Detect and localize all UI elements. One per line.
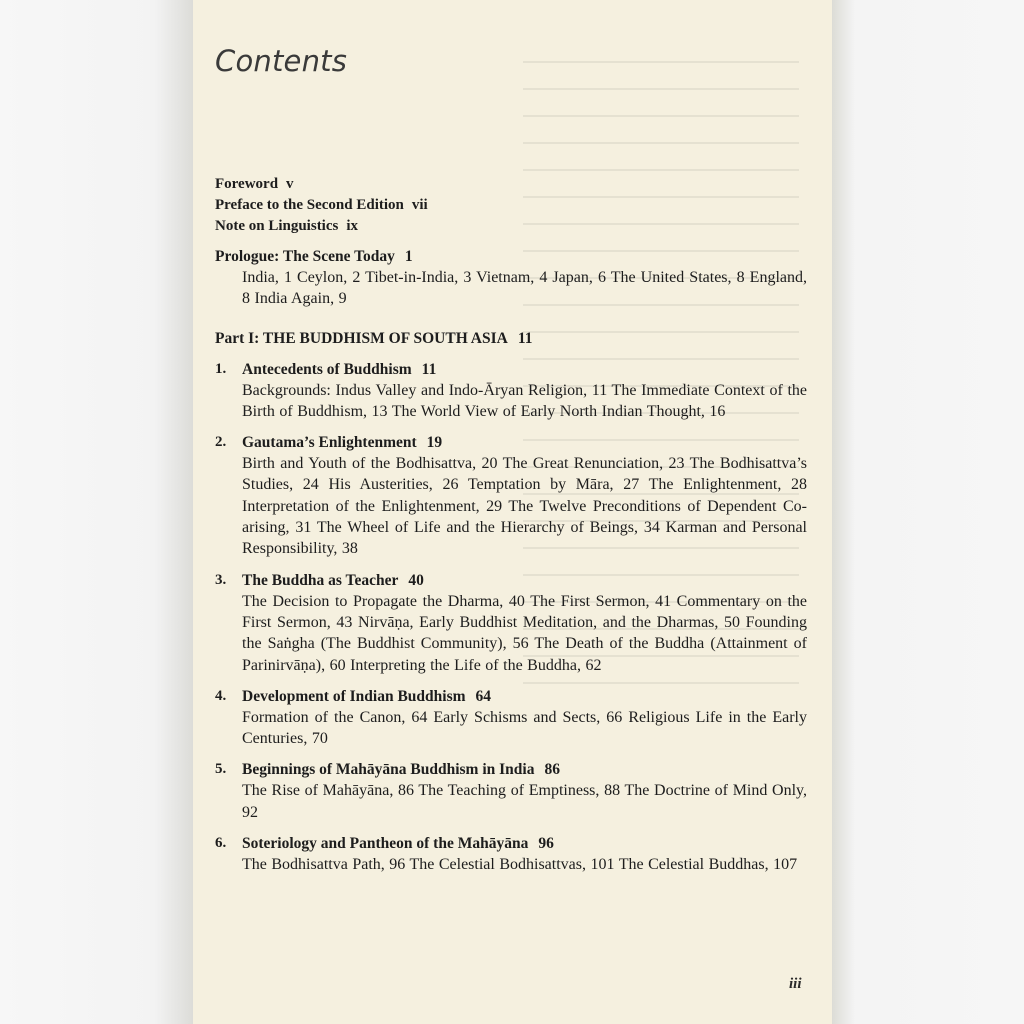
chapter-heading [242,432,807,453]
chapter-entry [215,759,807,823]
chapter-number: 1. [215,360,227,377]
chapter-heading [242,833,807,854]
chapter-number: 2. [215,434,227,451]
scan-background-right [832,0,1024,1024]
chapter-subentries: The Decision to Propagate the Dharma, 40 The First Sermon, 41 Commentary on the First Sermon, 43 Nirvāṇa, Early Buddhist Meditation, and the Dharmas, 50 Founding the Saṅgha (The Buddhist Community), 56 The Death of the Buddha (Attainment of Parinirvāṇa), 60 Interpreting the Life of the Buddha, 62 [242,592,807,674]
chapter-number: 6. [215,835,227,852]
table-of-contents [215,174,807,875]
scan-background-left [0,0,193,1024]
part-heading [215,328,807,349]
front-matter-title: Foreword [215,176,279,192]
chapter-subentries: Backgrounds: Indus Valley and Indo-Āryan Religion, 11 The Immediate Context of the Birth of Buddhism, 13 The World View of Early North Indian Thought, 16 [242,381,807,420]
chapter-page: 11 [421,360,437,378]
chapter-entry [215,833,807,875]
front-matter-page: ix [346,218,359,234]
chapter-title: Antecedents of Buddhism [242,360,412,378]
chapter-page: 64 [475,687,492,705]
page-number: iii [789,976,802,992]
chapter-title: Development of Indian Buddhism [242,687,466,705]
prologue-title: Prologue: The Scene Today [215,248,395,265]
chapter-entry [215,686,807,750]
chapter-title: Beginnings of Mahāyāna Buddhism in India [242,761,535,779]
chapter-title: Soteriology and Pantheon of the Mahāyāna [242,835,529,853]
chapter-subentries: Formation of the Canon, 64 Early Schisms and Sects, 66 Religious Life in the Early Centuries, 70 [242,708,807,748]
front-matter-title: Preface to the Second Edition [215,197,404,213]
chapter-title: The Buddha as Teacher [242,571,399,589]
prologue-section [215,246,807,310]
front-matter-list [215,174,807,237]
chapter-number: 4. [215,687,227,704]
page-title: Contents [215,44,348,78]
chapter-entry [215,432,807,559]
chapter-page: 86 [544,761,560,779]
prologue-page: 1 [404,248,413,265]
front-matter-item [215,195,807,216]
chapter-title: Gautama’s Enlightenment [242,434,417,452]
front-matter-page: v [286,176,294,192]
chapter-entry [215,359,807,423]
prologue-heading [215,246,807,267]
chapter-entry [215,570,807,676]
chapter-page: 96 [538,835,554,853]
front-matter-title: Note on Linguistics [215,218,339,234]
chapter-heading [242,686,807,707]
front-matter-item [215,174,807,195]
chapter-number: 5. [215,761,227,778]
chapter-page: 19 [426,434,443,452]
chapter-heading [242,759,807,780]
chapter-subentries: The Rise of Mahāyāna, 86 The Teaching of Emptiness, 88 The Doctrine of Mind Only, 92 [242,782,807,821]
part-title: Part I: THE BUDDHISM OF SOUTH ASIA [215,329,508,347]
chapter-subentries: Birth and Youth of the Bodhisattva, 20 The Great Renunciation, 23 The Bodhisattva’s Studies, 24 His Austerities, 26 Temptation by Māra, 27 The Enlightenment, 28 Interpretation of the Enlightenment, 29 The Twelve Preconditions of Dependent Co-arising, 31 The Wheel of Life and the Hierarchy of Beings, 34 Karman and Personal Responsibility, 38 [242,455,807,558]
front-matter-page: vii [411,197,428,213]
front-matter-item [215,216,807,237]
chapter-heading [242,570,807,591]
chapter-number: 3. [215,571,227,588]
part-page: 11 [517,329,533,347]
chapter-subentries: The Bodhisattva Path, 96 The Celestial Bodhisattvas, 101 The Celestial Buddhas, 107 [242,856,798,874]
prologue-entries: India, 1 Ceylon, 2 Tibet-in-India, 3 Vietnam, 4 Japan, 6 The United States, 8 England, 8 India Again, 9 [242,269,807,308]
chapter-page: 40 [408,571,424,589]
book-page [193,0,832,1024]
chapter-heading [242,359,807,380]
